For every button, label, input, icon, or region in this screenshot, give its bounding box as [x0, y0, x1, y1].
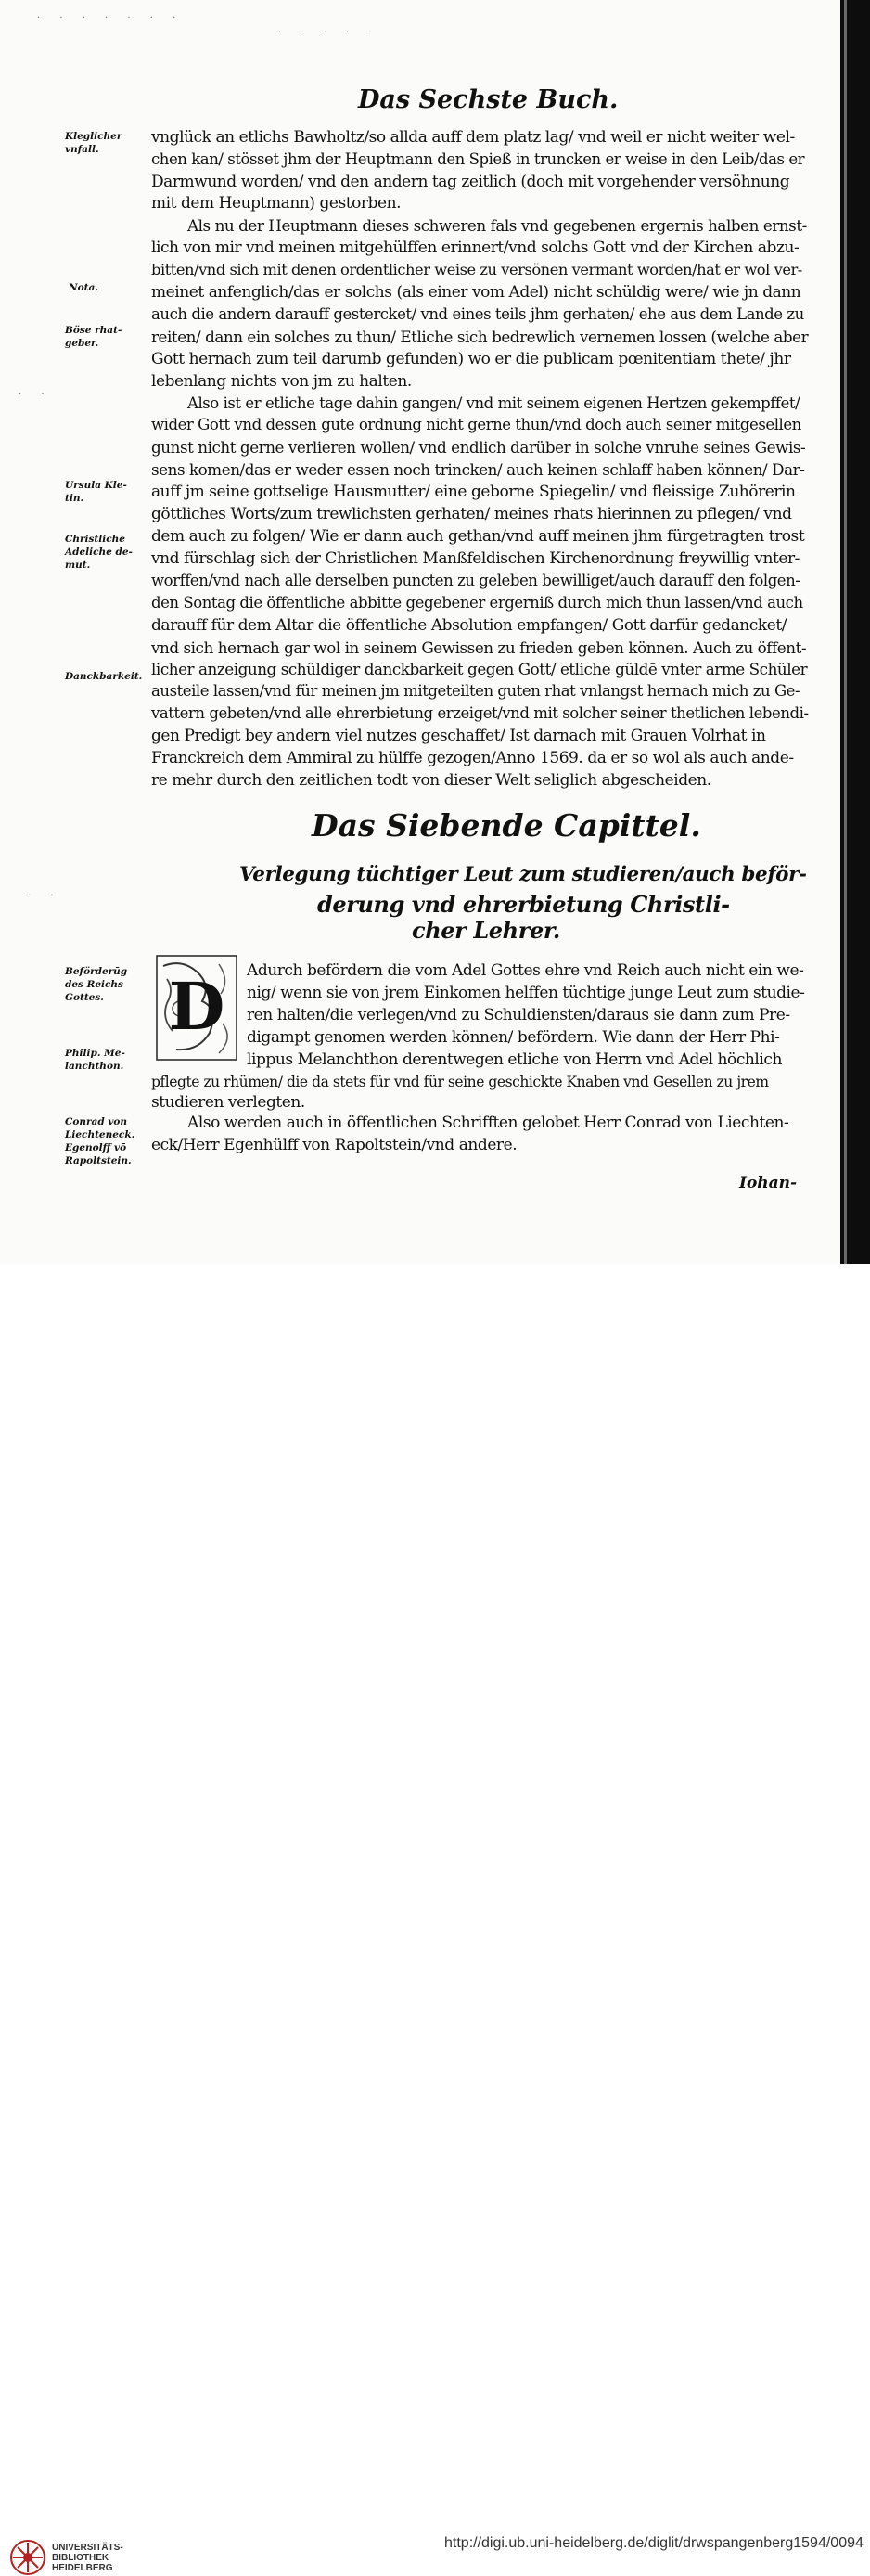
- body-line: auff jm seine gottselige Hausmutter/ eine geborne Spiegelin/ vnd fleissige Zuhörerin: [151, 483, 796, 501]
- body-line: dem auch zu folgen/ Wie er dann auch gethan/vnd auff meinen jhm fürgetragten trost: [151, 527, 805, 546]
- chapter-subtitle-line: Verlegung tüchtiger Leut zum studieren/auch beför-: [239, 863, 807, 886]
- library-logo-icon: [9, 2539, 46, 2576]
- margin-note: Kleglicher vnfall.: [65, 131, 122, 155]
- body-line: vattern gebeten/vnd alle ehrerbietung erzeiget/vnd mit solcher seiner thetlichen lebendi-: [151, 704, 809, 722]
- body-line: mit dem Heuptmann) gestorben.: [151, 194, 402, 213]
- body-line: ren halten/die verlegen/vnd zu Schuldiensten/daraus sie dann zum Pre-: [247, 1006, 790, 1024]
- margin-note: Philip. Me-lanchthon.: [65, 1048, 125, 1072]
- body-line: vnd sich hernach gar wol in seinem Gewissen zu frieden geben können. Auch zu öffent-: [151, 638, 807, 657]
- body-line: lippus Melanchthon derentwegen etliche von Herrn vnd Adel höchlich: [247, 1050, 782, 1069]
- body-line: meinet anfenglich/das er solchs (als einer vom Adel) nicht schüldig were/ wie jn dann: [151, 283, 801, 302]
- scanned-page: · · · · · · · · · · · · · · · · Das Sechste Buch. Kleglicher vnfall. Nota. Böse rhat-geber. Ursula Kle-tin. Christliche Adeliche de-mut. Danckbarkeit. vnglück an etlichs Bawholtz/so allda auff dem platz lag/ vnd weil er nicht weiter wel- chen kan/ stösset jhm der Heuptmann den Spieß in truncken er weise in den Leib/das er Darmwund worden/ vnd den andern tag zeitlich (doch mit vorgehender versöhnung mit dem Heuptmann) gestorben. Als nu der Heuptmann dieses schweren fals vnd gegebenen ergernis halben ernst- lich von mir vnd meinen mitgehülffen erinnert/vnd solchs Gott vnd der Kirchen abzu- bitten/vnd sich mit denen ordentlicher weise zu versönen vermant worden/hat er wol ver- meinet anfenglich/das er solchs (als einer vom Adel) nicht schüldig were/ wie jn dann auch die andern darauff gestercket/ vnd eines teils jhm gerhaten/ ehe aus dem Lande zu reiten/ dann ein solches zu thun/ Etliche sich bedrewlich vernemen lossen (welche aber Gott hernach zum teil darumb gefunden) wo er die publicam pœnitentiam thete/ jhr lebenlang nichts von jm zu halten. Also ist er etliche tage dahin gangen/ vnd mit seinem eigenen Hertzen gekempffet/ wider Gott vnd dessen gute ordnung nicht gerne thun/vnd doch auch seiner mitgesellen gunst nicht gerne verlieren wollen/ vnd endlich darüber in solche vnruhe seines Gewis- sens komen/das er weder essen noch trincken/ auch keinen schlaff haben können/ Dar- auff jm seine gottselige Hausmutter/ eine geborne Spiegelin/ vnd fleissige Zuhörerin göttliches Worts/zum trewlichsten gerhaten/ meines rhats hierinnen zu pflegen/ vnd dem auch zu folgen/ Wie er dann auch gethan/vnd auff meinen jhm fürgetragten trost vnd fürschlag sich der Christlichen Manßfeldischen Kirchenordnung freywillig vnter- worffen/vnd nach alle derselben puncten zu geleben bewilliget/auch darauff den folgen- den Sontag die öffentliche abbitte gegebener ergerniß durch mich thun lassen/vnd auch darauff für dem Altar die öffentliche Absolution empfangen/ Gott darfür gedancket/ vnd sich hernach gar wol in seinem Gewissen zu frieden geben können. Auch zu öffent- licher anzeigung schüldiger danckbarkeit gegen Gott/ etliche güldē vnter arme Schüler austeile lassen/vnd für meinen jm mitgeteilten guten rhat vnlangst hernach mich zu Ge- vattern gebeten/vnd alle ehrerbietung erzeiget/vnd mit solcher seiner thetlichen lebendi- gen Predigt bey andern viel nutzes geschaffet/ Ist darnach mit Grauen Volrhat in Franckreich dem Ammiral zu hülffe gezogen/Anno 1569. da er so wol als auch ande- re mehr durch den zeitlichen todt von dieser Welt seliglich abgescheiden. Das Siebende Capittel. Verlegung tüchtiger Leut zum studieren/auch beför- derung vnd ehrerbietung Christli- cher Lehrer. D Beförderūg des Reichs Gottes. Philip. Me-lanchthon. Conrad von Liechteneck. Egenolff vō Rapoltstein. Adurch befördern die vom Adel Gottes ehre vnd Reich auch nicht ein we- nig/ wenn sie von jrem Einkomen helffen tüchtige junge Leut zum studie- ren halten/die verlegen/vnd zu Schuldiensten/daraus sie dann zum Pre- digampt genomen werden können/ befördern. Wie dann der Herr Phi- lippus Melanchthon derentwegen etliche von Herrn vnd Adel höchlich pflegte zu rhümen/ die da stets für vnd für seine geschickte Knaben vnd Gesellen zu jrem studieren verlegten. Also werden auch in öffentlichen Schrifften gelobet Herr Conrad von Liechten- eck/Herr Egenhülff von Rapoltstein/vnd andere. Iohan-: [0, 0, 840, 1264]
- body-line: nig/ wenn sie von jrem Einkomen helffen tüchtige junge Leut zum studie-: [247, 984, 805, 1002]
- body-line: digampt genomen werden können/ befördern. Wie dann der Herr Phi-: [247, 1028, 780, 1047]
- chapter-subtitle-line: derung vnd ehrerbietung Christli-: [317, 891, 730, 918]
- body-line: sens komen/das er weder essen noch trincken/ auch keinen schlaff haben können/ Dar-: [151, 460, 805, 479]
- margin-note: Beförderūg des Reichs Gottes.: [65, 966, 128, 1003]
- body-line: chen kan/ stösset jhm der Heuptmann den Spieß in truncken er weise in den Leib/das er: [151, 150, 805, 168]
- chapter-subtitle-line: cher Lehrer.: [412, 917, 560, 944]
- body-line: Als nu der Heuptmann dieses schweren fals vnd gegebenen ergernis halben ernst-: [187, 216, 807, 235]
- body-line: gunst nicht gerne verlieren wollen/ vnd endlich darüber in solche vnruhe seines Gewis-: [151, 438, 806, 457]
- footer-bar: [0, 1264, 870, 2573]
- body-line: Adurch befördern die vom Adel Gottes ehre vnd Reich auch nicht ein we-: [247, 961, 804, 980]
- margin-note: Danckbarkeit.: [65, 671, 143, 682]
- margin-note: Nota.: [69, 282, 98, 293]
- body-line: wider Gott vnd dessen gute ordnung nicht gerne thun/vnd doch auch seiner mitgesellen: [151, 416, 801, 433]
- body-line: bitten/vnd sich mit denen ordentlicher weise zu versönen vermant worden/hat er wol ver-: [151, 261, 802, 278]
- body-line: vnglück an etlichs Bawholtz/so allda auff dem platz lag/ vnd weil er nicht weiter wel-: [151, 128, 795, 147]
- body-line: worffen/vnd nach alle derselben puncten zu geleben bewilliget/auch darauff den folgen-: [151, 572, 800, 589]
- body-line: vnd fürschlag sich der Christlichen Manßfeldischen Kirchenordnung freywillig vnter-: [151, 549, 800, 568]
- margin-note: Ursula Kle-tin.: [65, 480, 127, 504]
- body-line: gen Predigt bey andern viel nutzes geschaffet/ Ist darnach mit Grauen Volrhat in: [151, 727, 766, 745]
- margin-note: Conrad von Liechteneck. Egenolff vō Rapoltstein.: [65, 1116, 135, 1166]
- body-line: reiten/ dann ein solches zu thun/ Etliche sich bedrewlich vernemen lossen (welche aber: [151, 328, 809, 346]
- body-line: re mehr durch den zeitlichen todt von dieser Welt seliglich abgescheiden.: [151, 771, 711, 790]
- body-line: eck/Herr Egenhülff von Rapoltstein/vnd andere.: [151, 1136, 518, 1154]
- body-line: lich von mir vnd meinen mitgehülffen erinnert/vnd solchs Gott vnd der Kirchen abzu-: [151, 238, 800, 257]
- decorated-initial: [154, 953, 239, 1063]
- page-edge: [840, 0, 870, 1264]
- body-line: darauff für dem Altar die öffentliche Absolution empfangen/ Gott darfür gedancket/: [151, 616, 787, 635]
- body-line: Darmwund worden/ vnd den andern tag zeitlich (doch mit vorgehender versöhnung: [151, 173, 790, 191]
- library-name: UNIVERSITÄTS-BIBLIOTHEK HEIDELBERG: [52, 2543, 123, 2573]
- body-line: austeile lassen/vnd für meinen jm mitgeteilten guten rhat vnlangst hernach mich zu Ge-: [151, 682, 800, 700]
- body-line: Gott hernach zum teil darumb gefunden) wo er die publicam pœnitentiam thete/ jhr: [151, 350, 791, 368]
- body-line: auch die andern darauff gestercket/ vnd eines teils jhm gerhaten/ ehe aus dem Lande zu: [151, 305, 804, 323]
- body-line: lebenlang nichts von jm zu halten.: [151, 372, 412, 391]
- initial-letter: D: [168, 968, 225, 1045]
- catchword: Iohan-: [739, 1174, 798, 1192]
- body-line: licher anzeigung schüldiger danckbarkeit gegen Gott/ etliche güldē vnter arme Schüler: [151, 660, 808, 678]
- body-line: göttliches Worts/zum trewlichsten gerhaten/ meines rhats hierinnen zu pflegen/ vnd: [151, 505, 792, 523]
- body-line: Also werden auch in öffentlichen Schrifften gelobet Herr Conrad von Liechten-: [187, 1114, 789, 1132]
- page-url[interactable]: http://digi.ub.uni-heidelberg.de/diglit/drwspangenberg1594/0094: [444, 2535, 864, 2551]
- body-line: Franckreich dem Ammiral zu hülffe gezogen/Anno 1569. da er so wol als auch ande-: [151, 749, 794, 767]
- margin-note: Christliche Adeliche de-mut.: [65, 534, 133, 571]
- body-line: Also ist er etliche tage dahin gangen/ vnd mit seinem eigenen Hertzen gekempffet/: [187, 394, 800, 412]
- body-line: studieren verlegten.: [151, 1093, 305, 1112]
- chapter-title: Das Siebende Capittel.: [312, 807, 701, 844]
- margin-note: Böse rhat-geber.: [65, 325, 122, 349]
- running-head: Das Sechste Buch.: [358, 85, 619, 114]
- body-line: den Sontag die öffentliche abbitte gegebener ergerniß durch mich thun lassen/vnd auch: [151, 594, 803, 612]
- body-line: pflegte zu rhümen/ die da stets für vnd für seine geschickte Knaben vnd Gesellen zu jrem: [151, 1074, 769, 1090]
